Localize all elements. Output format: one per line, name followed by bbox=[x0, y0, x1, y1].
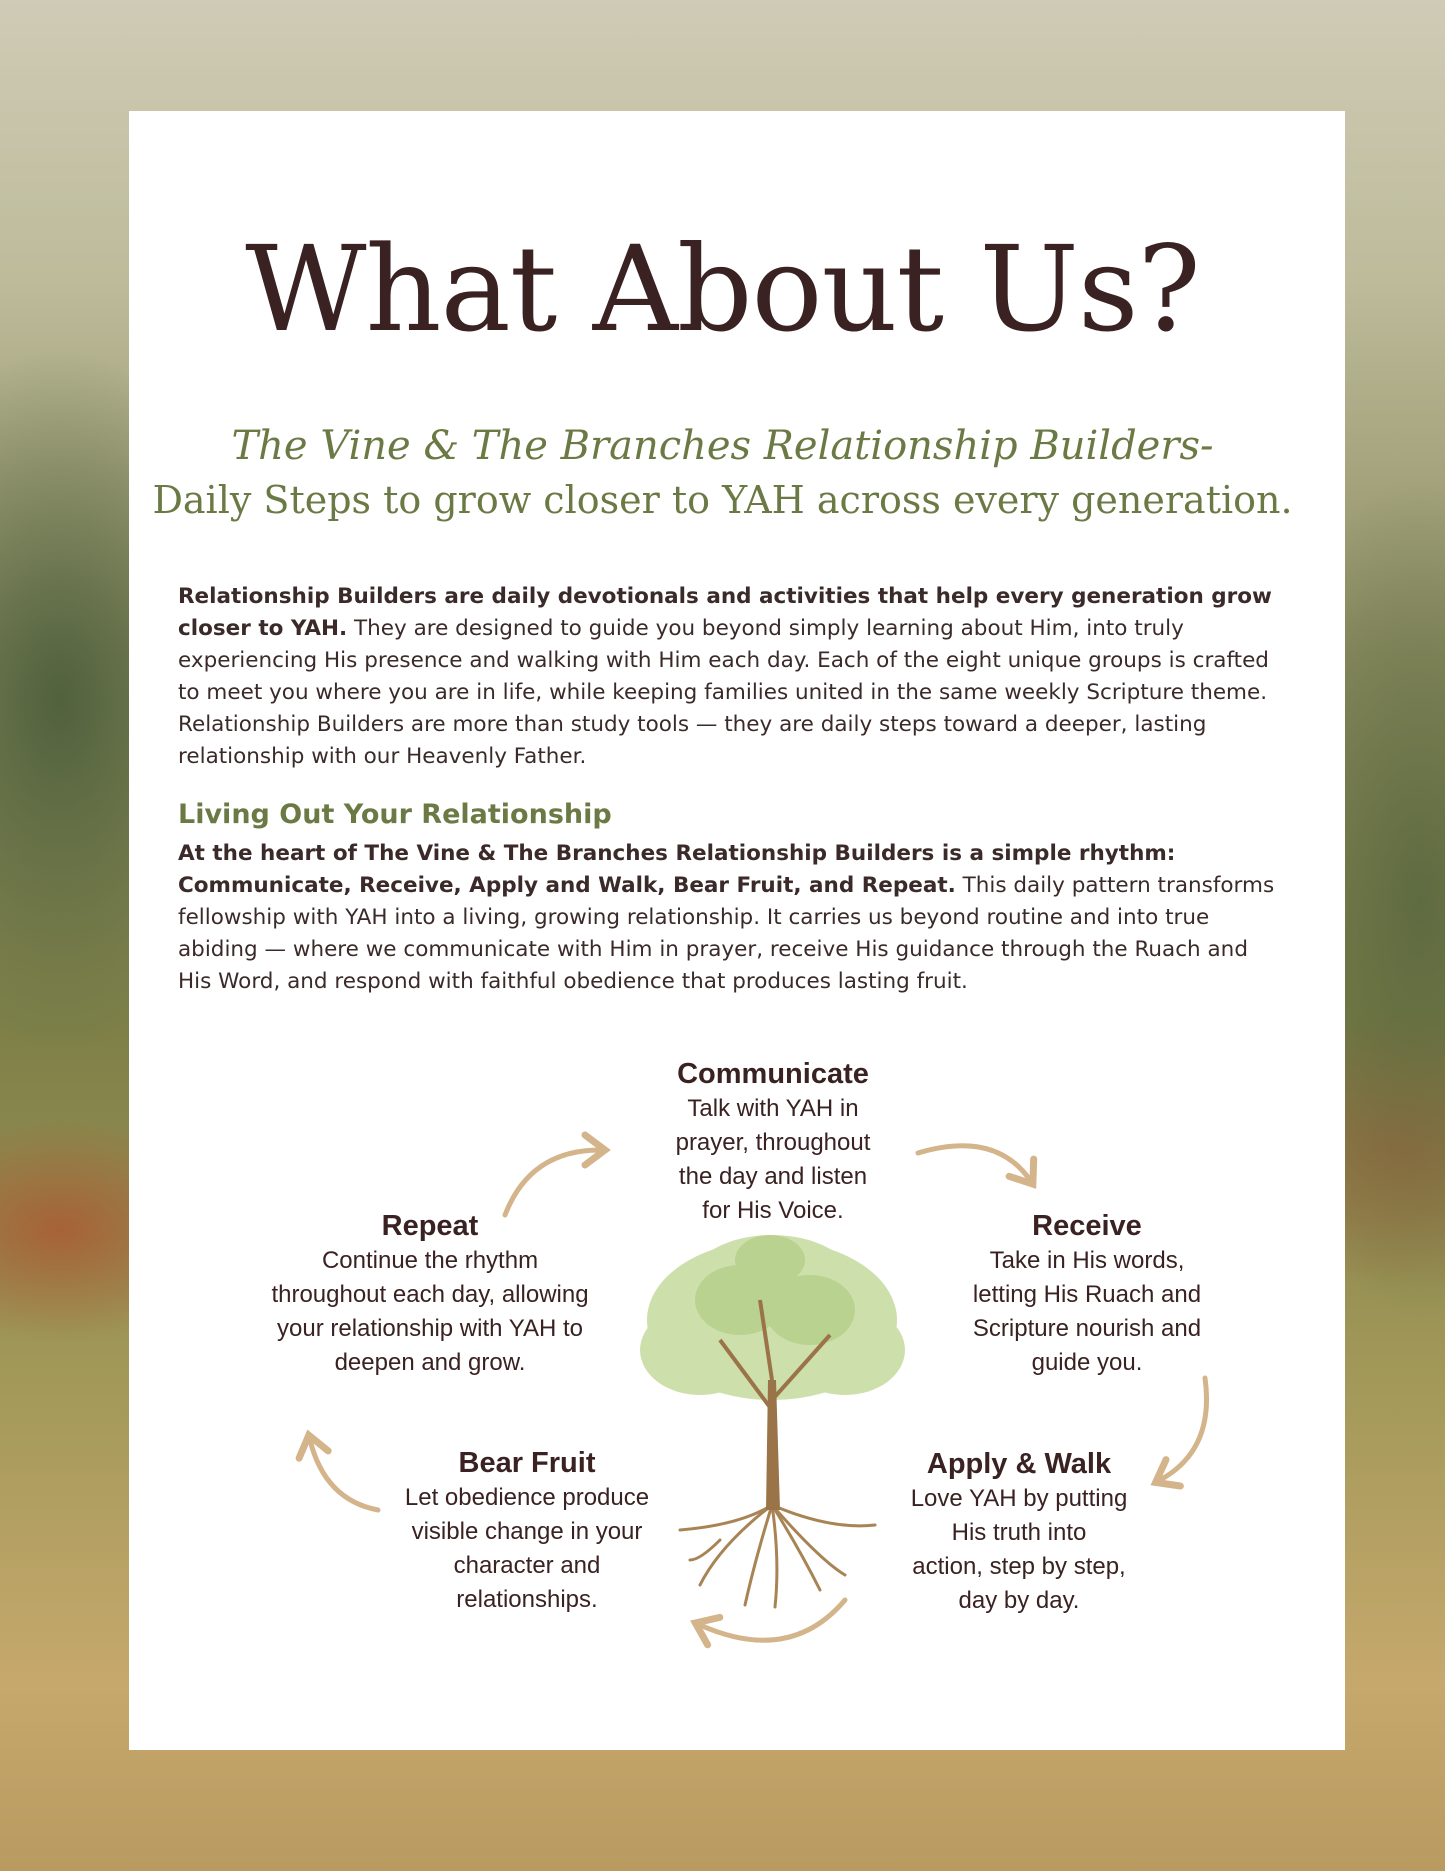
step-line: Love YAH by putting bbox=[910, 1485, 1128, 1512]
intro-text: They are designed to guide you beyond simply learning about Him, into truly experiencing His presence and walking with Him each day. Each of the eight unique groups is crafted to meet you where you are in life, while keeping families united in the same weekly Scripture theme. Relationship Builders are more than study tools — they are daily steps toward a deeper, lasting relationship with our Heavenly Father. bbox=[178, 616, 1269, 769]
subtitle: The Vine & The Branches Relationship Builders- bbox=[231, 423, 1214, 469]
step-line: day by day. bbox=[958, 1587, 1080, 1614]
rhythm-text: This daily pattern transforms fellowship with YAH into a living, growing relationship. It carries us beyond routine and into true abiding — where we communicate with Him in prayer, receive His guidance through the Ruach and His Word, and respond with faithful obedience that produces lasting fruit. bbox=[178, 873, 1275, 994]
step-title: Repeat bbox=[381, 1210, 479, 1242]
step-receive bbox=[937, 1208, 1237, 1380]
step-line: your relationship with YAH to bbox=[277, 1315, 583, 1342]
step-line: prayer, throughout bbox=[675, 1129, 871, 1156]
step-title: Bear Fruit bbox=[458, 1447, 596, 1479]
arrow-roots-to-bearfruit bbox=[700, 1600, 845, 1640]
intro-bold: Relationship Builders are daily devotionals and activities that help every generation grow closer to YAH. bbox=[178, 584, 1272, 641]
rhythm-bold: At the heart of The Vine & The Branches Relationship Builders is a simple rhythm: Communicate, Receive, Apply and Walk, Bear Fruit, and Repeat. bbox=[178, 841, 1176, 898]
step-bear-fruit bbox=[367, 1445, 687, 1617]
step-communicate bbox=[623, 1056, 923, 1228]
step-line: letting His Ruach and bbox=[972, 1281, 1202, 1308]
step-line: throughout each day, allowing bbox=[271, 1281, 589, 1308]
step-line: deepen and grow. bbox=[334, 1349, 526, 1376]
step-line: relationships. bbox=[456, 1586, 598, 1613]
section-heading: Living Out Your Relationship bbox=[178, 799, 612, 830]
step-line: Let obedience produce bbox=[404, 1484, 650, 1511]
step-line: visible change in your bbox=[411, 1518, 643, 1545]
step-line: for His Voice. bbox=[702, 1197, 844, 1224]
step-title: Communicate bbox=[677, 1058, 869, 1090]
step-line: action, step by step, bbox=[912, 1553, 1126, 1580]
step-title: Apply & Walk bbox=[926, 1448, 1112, 1480]
step-repeat bbox=[230, 1208, 630, 1380]
step-line: guide you. bbox=[1031, 1349, 1143, 1376]
step-line: Continue the rhythm bbox=[321, 1247, 539, 1274]
step-line: Talk with YAH in bbox=[687, 1095, 859, 1122]
arrow-communicate-to-receive bbox=[918, 1146, 1030, 1180]
step-line: His truth into bbox=[951, 1519, 1087, 1546]
arrow-repeat-to-communicate bbox=[505, 1150, 600, 1215]
tagline: Daily Steps to grow closer to YAH across every generation. bbox=[152, 478, 1293, 522]
step-line: Take in His words, bbox=[989, 1247, 1185, 1274]
step-line: character and bbox=[453, 1552, 601, 1579]
step-apply-walk bbox=[869, 1446, 1169, 1618]
step-line: the day and listen bbox=[678, 1163, 868, 1190]
page-title: What About Us? bbox=[245, 220, 1200, 358]
step-title: Receive bbox=[1032, 1210, 1142, 1242]
step-line: Scripture nourish and bbox=[972, 1315, 1202, 1342]
